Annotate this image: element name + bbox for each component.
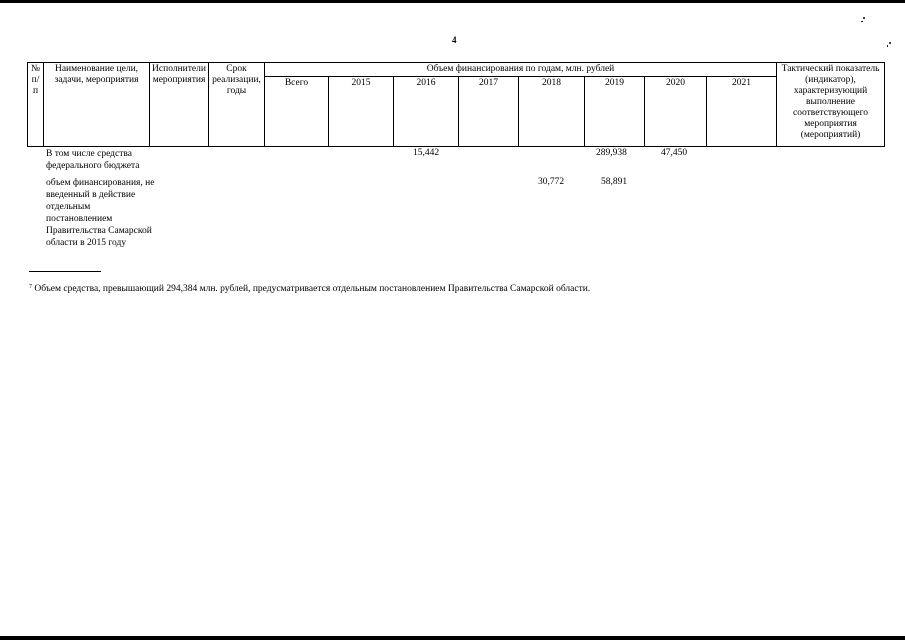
- scan-border-bottom: [0, 636, 905, 640]
- value-not-enacted-2019: 58,891: [601, 177, 628, 187]
- header-year-2018: 2018: [519, 77, 585, 147]
- value-federal-2016: 15,442: [413, 148, 440, 158]
- header-num: № п/п: [28, 63, 44, 147]
- scan-speck: [861, 21, 863, 22]
- footnote-mark: 7: [29, 284, 32, 290]
- footnote-text: Объем средства, превышающий 294,384 млн. рублей, предусматривается отдельным постановлением Правительства Самарской области.: [34, 284, 591, 294]
- footnote-separator: [29, 271, 101, 272]
- value-not-enacted-2018: 30,772: [538, 177, 565, 187]
- header-year-2016: 2016: [394, 77, 459, 147]
- scan-border-top: [0, 0, 905, 3]
- header-executors: Исполнители мероприятия: [150, 63, 209, 147]
- header-year-2019: 2019: [585, 77, 645, 147]
- header-year-2021: 2021: [707, 77, 777, 147]
- header-name: Наименование цели, задачи, мероприятия: [44, 63, 150, 147]
- value-federal-2020: 47,450: [661, 148, 688, 158]
- header-year-2015: 2015: [329, 77, 394, 147]
- header-year-2020: 2020: [645, 77, 707, 147]
- funding-table-header: [27, 62, 885, 147]
- header-year-total: Всего: [265, 77, 329, 147]
- header-year-2017: 2017: [459, 77, 519, 147]
- value-federal-2019: 289,938: [596, 148, 627, 158]
- header-funding: Объем финансирования по годам, млн. рублей: [265, 63, 777, 77]
- row-label-not-enacted: объем финансирования, не введенный в действие отдельным постановлением Правительства Самарской области в 2015 году: [46, 178, 155, 248]
- header-indicator: Тактический показатель (индикатор), характеризующий выполнение соответствующего мероприятия (мероприятий): [777, 63, 885, 147]
- scan-speck: [863, 17, 865, 19]
- page-number: 4: [452, 35, 457, 45]
- footnote: [29, 284, 590, 294]
- row-label-federal: В том числе средства федерального бюджета: [46, 149, 140, 171]
- scan-speck: [887, 45, 888, 47]
- header-term: Срок реализации, годы: [209, 63, 265, 147]
- scan-speck: [889, 42, 891, 44]
